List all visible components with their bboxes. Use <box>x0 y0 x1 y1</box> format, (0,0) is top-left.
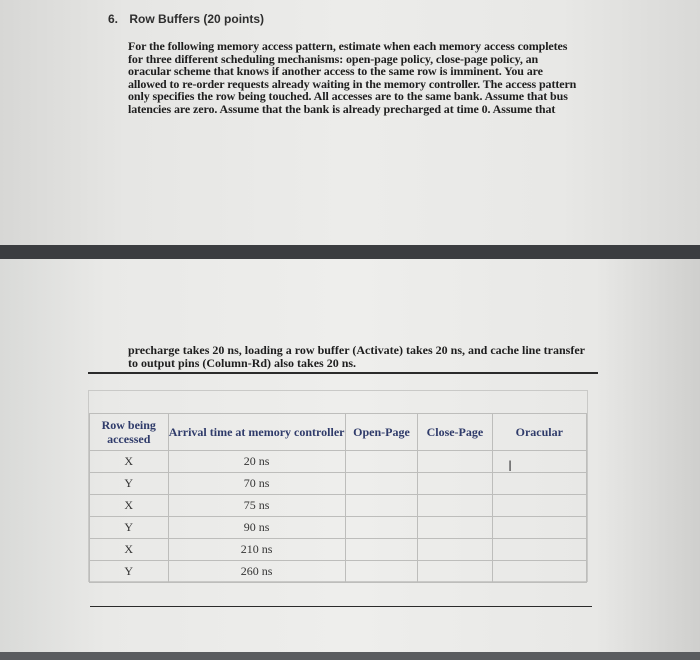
table-frame <box>88 390 588 582</box>
row-cell: Y <box>90 561 169 583</box>
open-page-cell[interactable] <box>345 495 417 517</box>
close-page-cell[interactable] <box>418 451 492 473</box>
top-rule <box>88 372 598 374</box>
open-page-cell[interactable] <box>345 451 417 473</box>
table-row <box>90 561 587 583</box>
paragraph-line: oracular scheme that knows if another access to the same row is imminent. You are <box>128 64 543 78</box>
paragraph-line: latencies are zero. Assume that the bank is already precharged at time 0. Assume that <box>128 101 556 116</box>
open-page-cell[interactable] <box>345 539 417 561</box>
open-page-cell[interactable] <box>345 517 417 539</box>
open-page-cell[interactable] <box>345 561 417 583</box>
open-page-cell[interactable] <box>345 473 417 495</box>
close-page-cell[interactable] <box>418 561 492 583</box>
row-cell: Y <box>90 473 169 495</box>
oracular-cell[interactable] <box>492 517 586 539</box>
page-upper <box>0 0 700 245</box>
close-page-cell[interactable] <box>418 517 492 539</box>
header-oracular: Oracular <box>492 414 586 451</box>
row-cell: X <box>90 495 169 517</box>
question-number: 6. <box>108 12 119 26</box>
oracular-cell[interactable] <box>492 473 586 495</box>
text-cursor-icon: I <box>508 459 513 475</box>
paragraph-line: allowed to re-order requests already waiting in the memory controller. The access pattern <box>128 76 577 91</box>
oracular-cell[interactable] <box>492 539 586 561</box>
table-row <box>90 473 587 495</box>
arrival-cell: 70 ns <box>168 473 345 495</box>
table-row <box>90 495 587 517</box>
table-row <box>90 539 587 561</box>
question-title: Row Buffers (20 points) <box>129 12 265 26</box>
close-page-cell[interactable] <box>418 473 492 495</box>
arrival-cell: 90 ns <box>168 517 345 539</box>
oracular-cell[interactable] <box>492 561 586 583</box>
arrival-cell: 210 ns <box>168 539 345 561</box>
table-header-row <box>90 414 587 451</box>
bottom-rule <box>90 606 592 607</box>
close-page-cell[interactable] <box>418 539 492 561</box>
header-open-page: Open-Page <box>345 414 417 451</box>
paragraph-line: precharge takes 20 ns, loading a row buffer (Activate) takes 20 ns, and cache line transfer <box>128 343 585 357</box>
row-cell: Y <box>90 517 169 539</box>
page-divider <box>0 245 700 259</box>
oracular-cell[interactable] <box>492 451 586 473</box>
row-cell: X <box>90 451 169 473</box>
arrival-cell: 20 ns <box>168 451 345 473</box>
continuation-paragraph <box>128 344 598 369</box>
paragraph-line: for three different scheduling mechanisms: open-page policy, close-page policy, an <box>128 51 539 66</box>
arrival-cell: 260 ns <box>168 561 345 583</box>
oracular-cell[interactable] <box>492 495 586 517</box>
question-paragraph <box>128 40 598 115</box>
arrival-cell: 75 ns <box>168 495 345 517</box>
question-heading <box>108 12 264 26</box>
header-arrival-time: Arrival time at memory controller <box>168 414 345 451</box>
header-close-page: Close-Page <box>418 414 492 451</box>
paragraph-line: to output pins (Column-Rd) also takes 20 ns. <box>128 355 357 370</box>
table-row <box>90 517 587 539</box>
row-cell: X <box>90 539 169 561</box>
close-page-cell[interactable] <box>418 495 492 517</box>
paragraph-line: only specifies the row being touched. All accesses are to the same bank. Assume that bus <box>128 89 568 103</box>
screen-bottom-edge <box>0 652 700 660</box>
paragraph-line: For the following memory access pattern, estimate when each memory access completes <box>128 39 568 53</box>
schedule-table <box>89 413 587 583</box>
header-row-being-accessed: Row being accessed <box>90 414 169 451</box>
